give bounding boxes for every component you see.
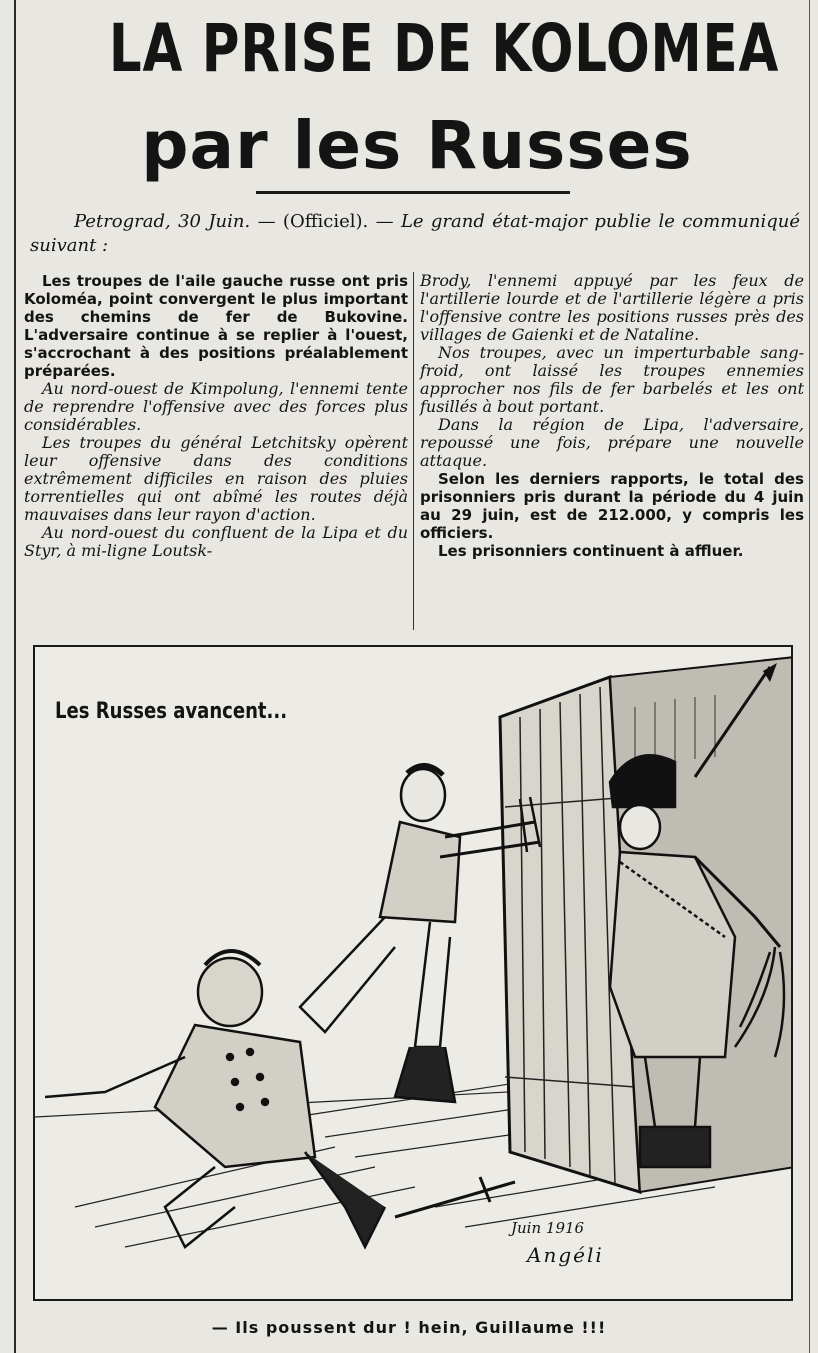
dateline-text: — Le grand état-major publie le communiqué suivant : [30, 211, 800, 256]
cartoon-title: Les Russes avancent... [55, 699, 288, 724]
article-column-left [24, 272, 408, 560]
dateline-place-date: Petrograd, 30 Juin. [74, 211, 251, 232]
page-right-rule [809, 0, 810, 1353]
title-divider [256, 191, 570, 194]
page-left-rule [14, 0, 16, 1353]
column-divider [413, 272, 414, 630]
cartoon-signature-date: Juin 1916 [511, 1219, 585, 1237]
headline-line-1: LA PRISE DE KOLOMEA [108, 10, 780, 87]
headline-line-2: par les Russes [141, 107, 693, 184]
article-column-right [420, 272, 804, 560]
article-paragraph-6: Nos troupes, avec un imperturbable sang-froid, ont laissé les troupes ennemies approcher nos fils de fer barbelés et les ont fusillés à bout portant. [420, 343, 804, 416]
cartoon-caption: — Ils poussent dur ! hein, Guillaume !!! [211, 1318, 607, 1337]
article-paragraph-8: Selon les derniers rapports, le total des prisonniers pris durant la période du 4 juin au 29 juin, est de 212.000, y compris les officiers. [420, 470, 804, 542]
article-paragraph-2: Au nord-ouest de Kimpolung, l'ennemi tente de reprendre l'offensive avec des forces plus considérables. [24, 379, 408, 434]
cartoon-signature-name: Angéli [527, 1243, 604, 1267]
article-paragraph-3: Les troupes du général Letchitsky opèrent leur offensive dans des conditions extrêmement difficiles en raison des pluies torrentielles qui ont abîmé les routes déjà mauvaises dans leur rayon d'action. [24, 433, 408, 524]
article-paragraph-9: Les prisonniers continuent à affluer. [438, 542, 744, 560]
article-paragraph-4: Au nord-ouest du confluent de la Lipa et du Styr, à mi-ligne Loutsk- [24, 523, 408, 560]
article-paragraph-5: Brody, l'ennemi appuyé par les feux de l'artillerie lourde et de l'artillerie légère a pris l'offensive contre les positions russes près des villages de Gaienki et de Nataline. [420, 271, 804, 344]
cartoon-frame [33, 645, 793, 1301]
dateline-dash: — [250, 211, 283, 232]
article-paragraph-7: Dans la région de Lipa, l'adversaire, repoussé une fois, prépare une nouvelle attaque. [420, 415, 804, 470]
dateline-source: (Officiel). [282, 211, 369, 232]
article-paragraph-1: Les troupes de l'aile gauche russe ont pris Koloméa, point convergent le plus important des chemins de fer de Bukovine. L'adversaire continue à se replier à l'ouest, s'accrochant à des positions préalablement préparées. [24, 272, 408, 380]
cartoon-illustration [35, 647, 791, 1299]
dateline [30, 210, 800, 258]
